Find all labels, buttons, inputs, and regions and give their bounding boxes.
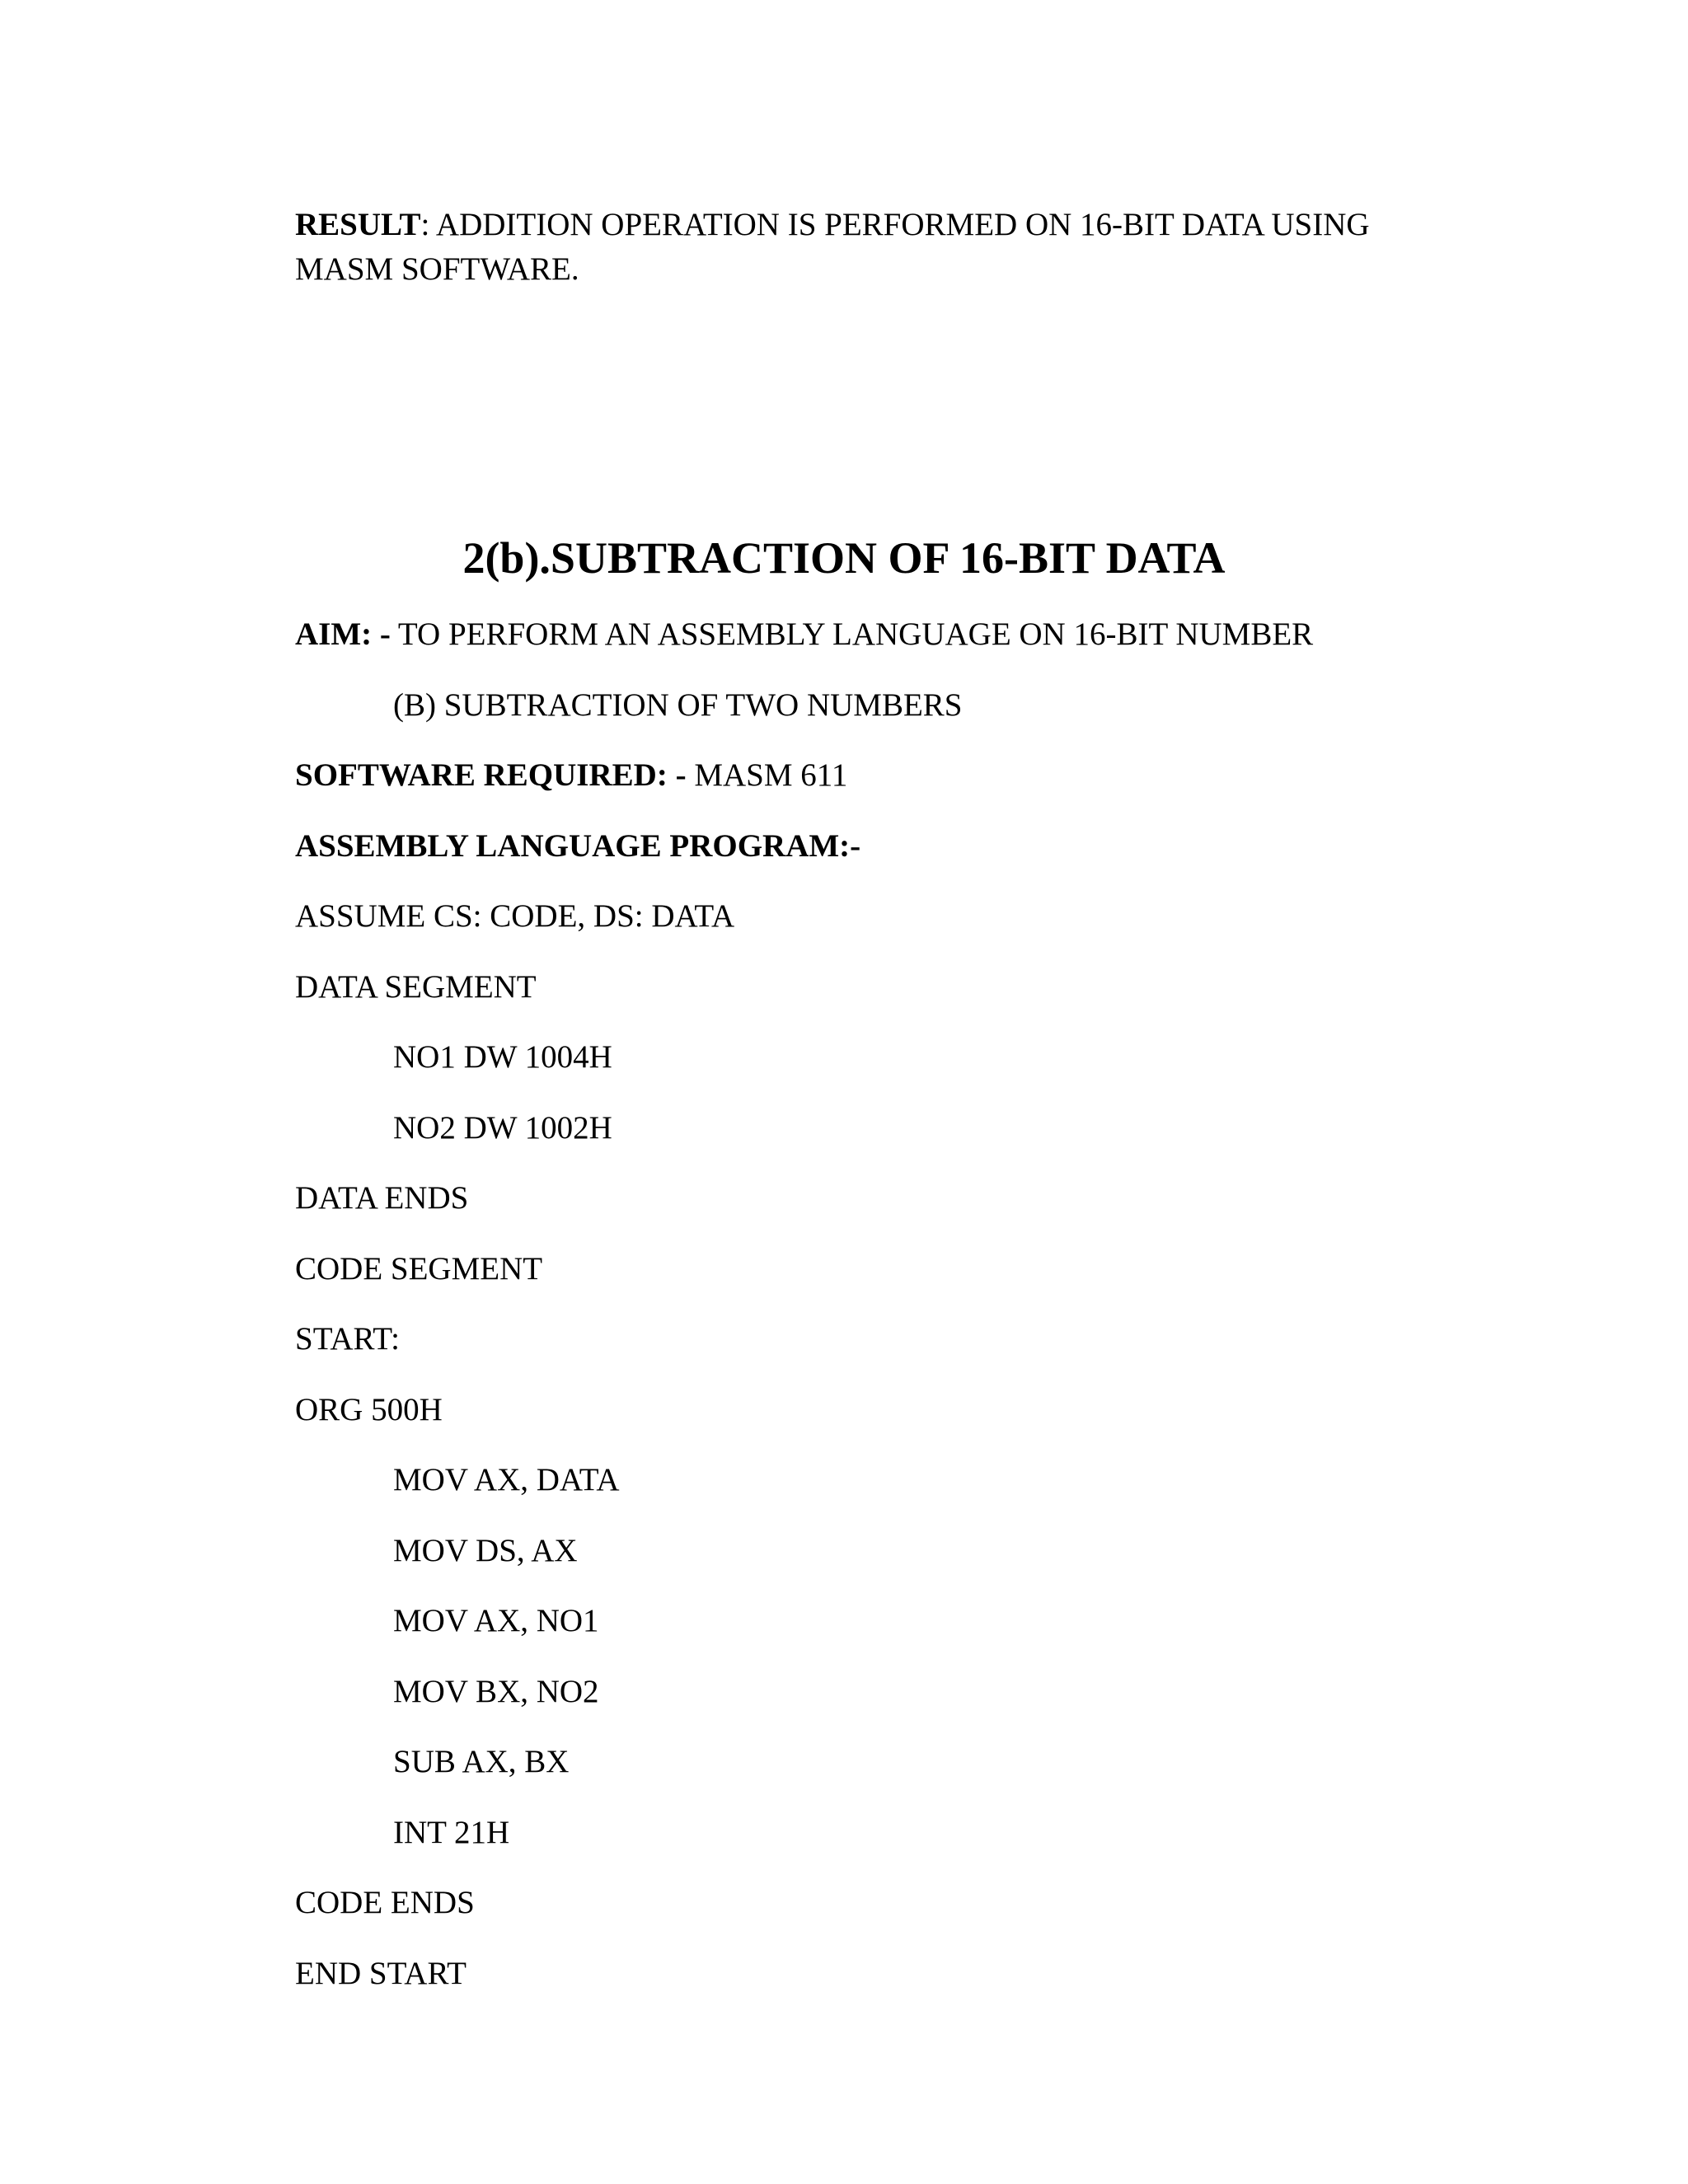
code-line: END START bbox=[295, 1956, 467, 1991]
result-text: : ADDITION OPERATION IS PERFORMED ON 16-BIT DATA USING MASM SOFTWARE. bbox=[295, 207, 1370, 287]
code-line: MOV BX, NO2 bbox=[393, 1674, 599, 1709]
code-line: MOV AX, NO1 bbox=[393, 1603, 599, 1638]
software-label: SOFTWARE REQUIRED: - bbox=[295, 757, 687, 793]
code-line: MOV DS, AX bbox=[393, 1533, 578, 1568]
code-line: SUB AX, BX bbox=[393, 1744, 570, 1779]
code-line: ORG 500H bbox=[295, 1392, 443, 1427]
code-line: INT 21H bbox=[393, 1815, 510, 1850]
aim-text: TO PERFORM AN ASSEMBLY LANGUAGE ON 16-BIT NUMBER bbox=[390, 616, 1314, 652]
code-line: START: bbox=[295, 1321, 400, 1357]
aim-label: AIM: - bbox=[295, 616, 391, 652]
code-line: CODE SEGMENT bbox=[295, 1251, 543, 1286]
aim-line bbox=[295, 612, 1313, 657]
software-line bbox=[295, 753, 847, 798]
result-paragraph bbox=[295, 203, 1432, 292]
code-line: DATA ENDS bbox=[295, 1180, 469, 1216]
program-heading: ASSEMBLY LANGUAGE PROGRAM:- bbox=[295, 828, 861, 864]
section-title: 2(b).SUBTRACTION OF 16-BIT DATA bbox=[462, 533, 1226, 583]
aim-subline: (B) SUBTRACTION OF TWO NUMBERS bbox=[393, 687, 963, 723]
software-text: MASM 611 bbox=[686, 757, 848, 793]
code-line: NO2 DW 1002H bbox=[393, 1110, 612, 1146]
code-line: NO1 DW 1004H bbox=[393, 1039, 612, 1075]
code-line: CODE ENDS bbox=[295, 1885, 475, 1920]
result-label: RESULT bbox=[295, 207, 421, 242]
code-line: DATA SEGMENT bbox=[295, 969, 537, 1005]
code-line: MOV AX, DATA bbox=[393, 1462, 620, 1497]
code-line: ASSUME CS: CODE, DS: DATA bbox=[295, 898, 735, 934]
